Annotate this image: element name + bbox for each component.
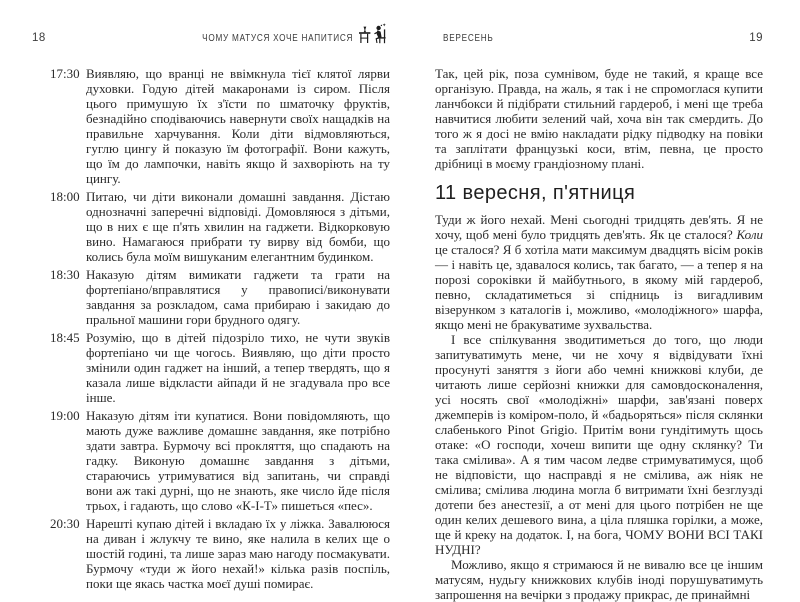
entry-text: Розумію, що в дітей підозріло тихо, не чути звуків фортепіано чи ще чогось. Виявляю, що діти просто змінили один гаджет на інший, а тепер твердять, що я казала лише відкласти айпади й не згадувала про все інше. — [86, 330, 390, 405]
paragraph — [435, 557, 763, 602]
running-title-group — [169, 22, 390, 44]
entry-time: 20:30 — [50, 516, 80, 531]
running-head-right — [435, 24, 763, 44]
diary-entry — [50, 189, 390, 264]
section-heading: 11 вересня, п'ятниця — [435, 182, 636, 204]
diary-entry — [50, 330, 390, 405]
diary-entries — [50, 66, 390, 591]
woman-drinking-at-table-icon — [358, 22, 390, 48]
entry-text: Нарешті купаю дітей і вкладаю їх у ліжка. Завалююся на диван і жлукчу те вино, яке налила в келих ще о шостій годині, та лише зараз маю нагоду посмакувати. Бурмочу «туди ж його нехай!» кілька разів поспіль, поки ще якась частка моєї душі помирає. — [86, 516, 390, 591]
entry-time: 18:00 — [50, 189, 80, 204]
text-segment: І все спілкування зводитиметься до того, що люди запитуватимуть мене, чи не хочу я відвідувати їхні просунуті заняття з йоги або чемні книжкові клуби, де читають лише серйозні книжки для самовдосконалення, усі носять свої «молодіжні» шарфи, зав'язані поверх джемперів із коміром-поло, й «бадьоряться» після склянки слабенького Pinot Grigio. Притім вони гундітимуть щось отаке: «О господи, хочеш випити ще одну склянку? Ти така смілива». А я тим часом ледве стримуватимуся, щоб не відповісти, що насправді я не смілива, аж ніяк не смілива; смілива людина могла б витримати їхні безглузді дотепи без анестезії, а от мені для цього потрібен не ще один келих дешевого вина, а ціла пляшка горілки, а може, ще й креку на додаток. І, на бога, ЧОМУ ВОНИ ВСІ ТАКІ НУДНІ? — [435, 332, 763, 557]
text-segment: це сталося? Я б хотіла мати максимум двадцять вісім років — і навіть це, здавалося колись, так багато, — а тепер я на порозі сороківки й майбутнього, в якому мій гардероб, певно, складатиметься зі спідниць із вигадливим візерунком з каталогів і, можливо, «молодіжного» шарфа, якщо мені не бракуватиме зухвальства. — [435, 242, 763, 332]
page-number-right: 19 — [749, 32, 763, 44]
diary-entry — [50, 516, 390, 591]
italic-text: Коли — [736, 227, 763, 242]
entry-time: 18:30 — [50, 267, 80, 282]
entry-text: Наказую дітям іти купатися. Вони повідомляють, що мають дуже важливе домашнє завдання, яке потрібно здати завтра. Бурмочу всі прокляття, що спадають на гадку. Виконую домашнє завдання з дітьми, стараючись утримуватися від запитань, чи справді вони аж такі дурні, що не знають, яке число йде після трьох, і гадають, що слово «К-І-Т» пишеться «пес». — [86, 408, 390, 513]
paragraph — [435, 332, 763, 557]
text-segment: Можливо, якщо я стримаюся й не вивалю все це іншим матусям, нудьгу книжкових клубів іноді порушуватимуть запрошення на вечірки з продажу прикрас, де принаймні — [435, 557, 763, 602]
paragraph — [435, 212, 763, 332]
page-content — [435, 66, 763, 602]
diary-entry — [50, 66, 390, 186]
diary-entry — [50, 267, 390, 327]
text-segment: Так, цей рік, поза сумнівом, буде не такий, я краще все організую. Правда, на жаль, я так і не спромоглася купити ланчбокси й підібрати стильний гардероб, і мені ще треба навчитися любити зелений чай, хоча він так смердить. До того ж я досі не вмію накладати рідку підводку на повіки та заплітати французькі коси, втім, певна, це просто дрібниці в моєму грандіозному плані. — [435, 66, 763, 171]
text-segment: Туди ж його нехай. Мені сьогодні тридцять дев'ять. Я не хочу, щоб мені було тридцять дев'ять. Як це сталося? — [435, 212, 763, 242]
entry-text: Виявляю, що вранці не ввімкнула тієї клятої лярви духовки. Годую дітей макаронами із сиром. Після цього примушую їх з'їсти по шматочку фруктів, безнадійно сподіваючись навернути своїх нащадків на правильне харчування. Коли діти відмовляються, гуглю цингу й показую їм фотографії. Вони кажуть, що їм до лампочки, навіть якщо й захворіють на ту цингу. — [86, 66, 390, 186]
page-left — [0, 0, 400, 591]
page-right — [400, 0, 800, 602]
entry-time: 19:00 — [50, 408, 80, 423]
running-title-right: ВЕРЕСЕНЬ — [443, 33, 494, 44]
page-number-left: 18 — [32, 32, 46, 44]
entry-text: Наказую дітям вимикати гаджети та грати на фортепіано/вправлятися у правописі/виконувати завдання за розкладом, сама прибираю і закидаю до пральної машини гори брудного одягу. — [86, 267, 390, 327]
running-head-left — [32, 24, 390, 44]
entry-time: 17:30 — [50, 66, 80, 81]
diary-entry — [50, 408, 390, 513]
running-title-left: ЧОМУ МАТУСЯ ХОЧЕ НАПИТИСЯ — [201, 33, 353, 44]
entry-text: Питаю, чи діти виконали домашні завдання. Дістаю однозначні заперечні відповіді. Домовляюся з дітьми, що в них є ще п'ять хвилин на гаджети. Відкорковую вино. Намагаюся прибрати ту вирву від бомби, що колись була моїм вишуканим елегантним будинком. — [86, 189, 390, 264]
paragraph — [435, 66, 763, 171]
entry-time: 18:45 — [50, 330, 80, 345]
